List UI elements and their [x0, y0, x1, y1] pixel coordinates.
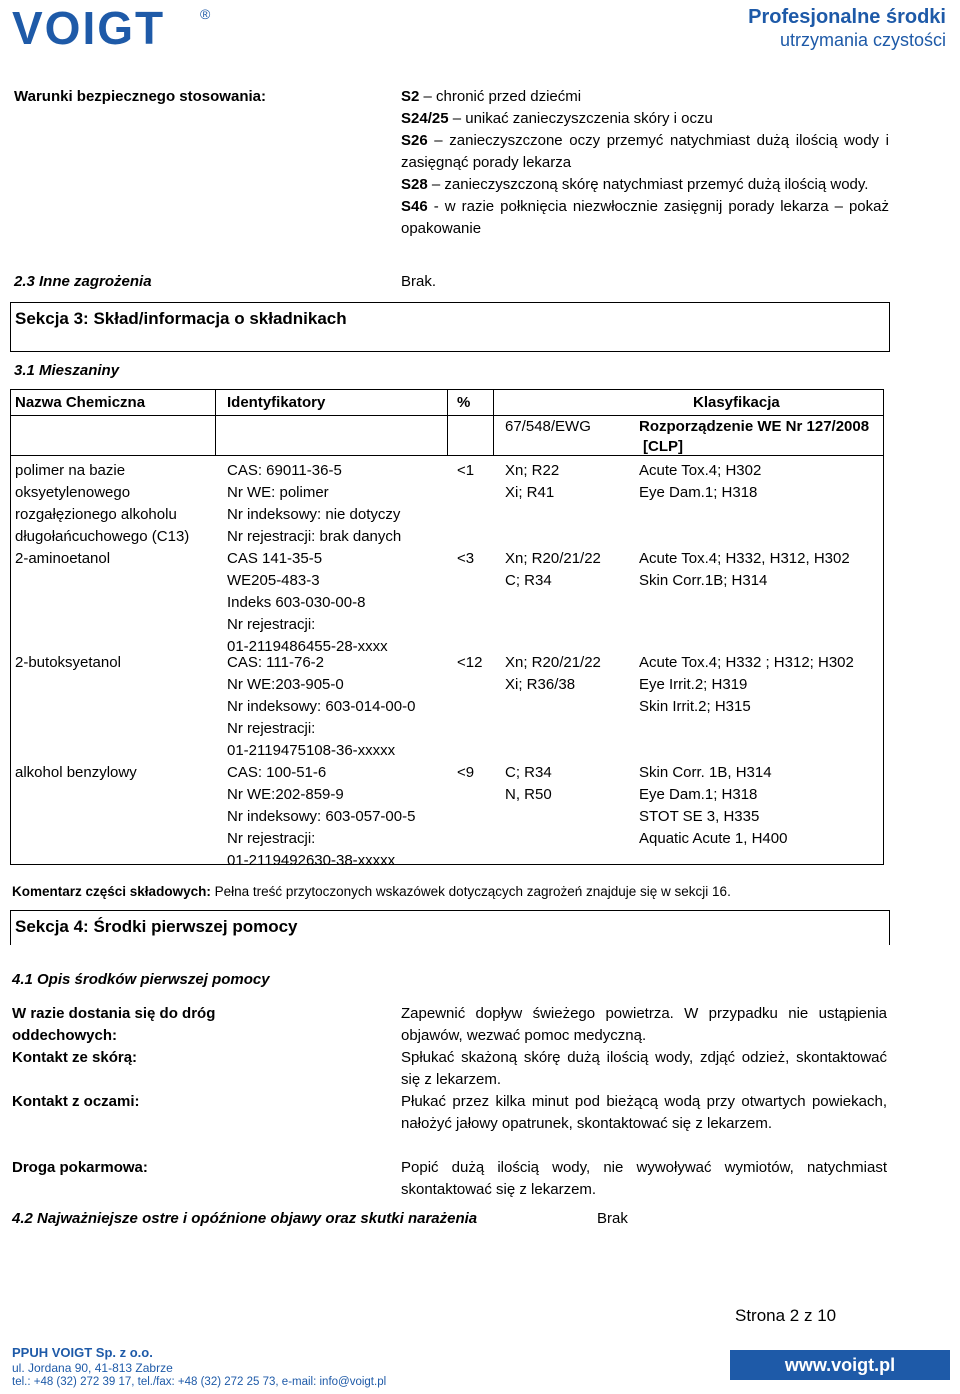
- cell-line: Acute Tox.4; H332, H312, H302: [639, 550, 850, 567]
- cell-name: [15, 460, 189, 548]
- safety-code: S26: [401, 132, 428, 149]
- cell-ewg: [505, 762, 552, 806]
- cell-line: Indeks 603-030-00-8: [227, 594, 366, 611]
- cell-ids: [227, 460, 401, 548]
- cell-line: oksyetylenowego: [15, 484, 131, 501]
- safety-text: – chronić przed dziećmi: [419, 88, 582, 105]
- cell-line: Xi; R41: [505, 484, 555, 501]
- cell-line: Skin Irrit.2; H315: [639, 698, 751, 715]
- safety-code: S2: [401, 88, 420, 105]
- cell-line: alkohol benzylowy: [15, 764, 137, 781]
- cell-line: CAS: 100-51-6: [227, 764, 327, 781]
- footer-contact: tel.: +48 (32) 272 39 17, tel./fax: +48 (32) 272 25 73, e-mail: info@voigt.pl: [12, 1376, 387, 1388]
- cell-line: CAS 141-35-5: [227, 550, 323, 567]
- first-aid-label: Droga pokarmowa:: [12, 1159, 148, 1176]
- cell-pct: <12: [457, 654, 483, 671]
- cell-line: Nr WE:202-859-9: [227, 786, 344, 803]
- cell-pct: <1: [457, 462, 475, 479]
- cell-line: rozgałęzionego alkoholu: [15, 506, 177, 523]
- cell-ewg: [505, 548, 601, 592]
- first-aid-label: Kontakt ze skórą:: [12, 1049, 138, 1066]
- safety-phrase: [401, 196, 889, 240]
- cell-line: Eye Irrit.2; H319: [639, 676, 748, 693]
- cell-name: [15, 652, 121, 674]
- cell-line: Nr rejestracji: brak danych: [227, 528, 402, 545]
- safety-text: - w razie połknięcia niezwłocznie zasięgnij porady lekarza – pokaż opakowanie: [401, 198, 889, 237]
- cell-line: długołańcuchowego (C13): [15, 528, 190, 545]
- registered-mark: ®: [200, 6, 211, 22]
- cell-line: Skin Corr.1B; H314: [639, 572, 768, 589]
- safety-text: – zanieczyszczoną skórę natychmiast przemyć dużą ilością wody.: [427, 176, 869, 193]
- first-aid-text: Popić dużą ilością wody, nie wywoływać wymiotów, natychmiast skontaktować się z lekarzem.: [401, 1159, 887, 1198]
- cell-line: 2-butoksyetanol: [15, 654, 121, 671]
- section4-title: Sekcja 4: Środki pierwszej pomocy: [15, 917, 298, 936]
- cell-pct: <3: [457, 550, 475, 567]
- cell-line: Xn; R20/21/22: [505, 654, 601, 671]
- safety-phrase: [401, 86, 889, 108]
- safety-label: Warunki bezpiecznego stosowania:: [14, 88, 266, 105]
- first-aid-label: Kontakt z oczami:: [12, 1093, 140, 1110]
- section4-box: [10, 910, 890, 945]
- safety-code: S46: [401, 198, 428, 215]
- cell-line: Nr rejestracji:: [227, 616, 316, 633]
- cell-line: C; R34: [505, 764, 552, 781]
- footer-address: ul. Jordana 90, 41-813 Zabrze: [12, 1361, 173, 1375]
- header-class: Klasyfikacja: [693, 394, 780, 411]
- cell-line: STOT SE 3, H335: [639, 808, 760, 825]
- safety-text: – unikać zanieczyszczenia skóry i oczu: [448, 110, 713, 127]
- cell-line: Acute Tox.4; H302: [639, 462, 762, 479]
- comment: [12, 884, 731, 899]
- cell-line: CAS: 69011-36-5: [227, 462, 342, 479]
- symptoms-value: Brak: [597, 1210, 628, 1227]
- section4-subtitle: 4.1 Opis środków pierwszej pomocy: [12, 971, 270, 988]
- cell-ewg: [505, 460, 559, 504]
- cell-line: Nr indeksowy: 603-057-00-5: [227, 808, 416, 825]
- header-ewg: 67/548/EWG: [505, 418, 591, 435]
- first-aid-text: Płukać przez kilka minut pod bieżącą wodą przy otwartych powiekach, nałożyć jałowy opatrunek, skontaktować się z lekarzem.: [401, 1093, 887, 1132]
- footer-company: PPUH VOIGT Sp. z o.o.: [12, 1345, 153, 1360]
- cell-name: [15, 548, 110, 570]
- cell-clp: [639, 762, 787, 850]
- cell-line: Nr WE:203-905-0: [227, 676, 344, 693]
- other-hazards-label: 2.3 Inne zagrożenia: [14, 273, 152, 290]
- logo-text: VOIGT: [12, 4, 166, 50]
- cell-line: Eye Dam.1; H318: [639, 786, 758, 803]
- safety-phrase: [401, 130, 889, 174]
- section3-box: [10, 302, 890, 352]
- section3-subtitle: 3.1 Mieszaniny: [14, 362, 120, 379]
- comment-text: Pełna treść przytoczonych wskazówek dotyczących zagrożeń znajduje się w sekcji 16.: [210, 884, 731, 899]
- cell-line: C; R34: [505, 572, 552, 589]
- cell-line: 01-2119492630-38-xxxxx: [227, 852, 396, 869]
- header-pct: %: [457, 394, 471, 411]
- cell-line: Nr rejestracji:: [227, 720, 316, 737]
- cell-line: Nr indeksowy: nie dotyczy: [227, 506, 401, 523]
- cell-line: Eye Dam.1; H318: [639, 484, 758, 501]
- cell-line: 2-aminoetanol: [15, 550, 111, 567]
- header-clp-sub: [CLP]: [643, 438, 683, 455]
- first-aid-label: W razie dostania się do dróg oddechowych:: [12, 1005, 216, 1044]
- cell-ewg: [505, 652, 601, 696]
- first-aid-text: Zapewnić dopływ świeżego powietrza. W przypadku nie ustąpienia objawów, wezwać pomoc medyczną.: [401, 1005, 887, 1044]
- cell-clp: [639, 652, 854, 718]
- safety-text: – zanieczyszczone oczy przemyć natychmiast dużą ilością wody i zasięgnąć porady lekarza: [401, 132, 889, 171]
- header-clp: Rozporządzenie WE Nr 127/2008: [639, 418, 870, 435]
- cell-ids: [227, 762, 415, 872]
- cell-line: Acute Tox.4; H332 ; H312; H302: [639, 654, 854, 671]
- cell-line: WE205-483-3: [227, 572, 320, 589]
- voigt-logo: [12, 4, 222, 54]
- other-hazards-value: Brak.: [401, 273, 437, 290]
- cell-line: Skin Corr. 1B, H314: [639, 764, 772, 781]
- section3-title: Sekcja 3: Skład/informacja o składnikach: [15, 309, 347, 328]
- cell-line: CAS: 111-76-2: [227, 654, 324, 671]
- cell-line: N, R50: [505, 786, 552, 803]
- header-ids: Identyfikatory: [227, 394, 326, 411]
- cell-ids: [227, 652, 415, 762]
- cell-line: Nr rejestracji:: [227, 830, 316, 847]
- cell-line: Aquatic Acute 1, H400: [639, 830, 788, 847]
- symptoms-label: 4.2 Najważniejsze ostre i opóźnione objawy oraz skutki narażenia: [12, 1210, 478, 1227]
- header-name: Nazwa Chemiczna: [15, 394, 146, 411]
- cell-line: 01-2119475108-36-xxxxx: [227, 742, 396, 759]
- cell-ids: [227, 548, 388, 658]
- first-aid-text: Spłukać skażoną skórę dużą ilością wody, zdjąć odzież, skontaktować się z lekarzem.: [401, 1049, 887, 1088]
- brand-title: Profesjonalne środki: [748, 6, 946, 28]
- cell-line: Nr indeksowy: 603-014-00-0: [227, 698, 416, 715]
- cell-line: polimer na bazie: [15, 462, 126, 479]
- safety-code: S28: [401, 176, 428, 193]
- composition-table: [10, 389, 884, 869]
- safety-phrases: [401, 86, 889, 240]
- cell-line: Nr WE: polimer: [227, 484, 329, 501]
- cell-name: [15, 762, 137, 784]
- cell-line: Xn; R20/21/22: [505, 550, 601, 567]
- safety-code: S24/25: [401, 110, 449, 127]
- safety-phrase: [401, 108, 889, 130]
- brand-subtitle: utrzymania czystości: [779, 30, 946, 50]
- cell-pct: <9: [457, 764, 475, 781]
- cell-line: Xn; R22: [505, 462, 560, 479]
- cell-clp: [639, 460, 761, 504]
- website-link[interactable]: www.voigt.pl: [730, 1350, 950, 1380]
- comment-label: Komentarz części składowych:: [12, 884, 211, 899]
- cell-line: Xi; R36/38: [505, 676, 576, 693]
- page-number: Strona 2 z 10: [735, 1306, 837, 1325]
- cell-line: 01-2119486455-28-xxxx: [227, 638, 388, 655]
- safety-phrase: [401, 174, 889, 196]
- cell-clp: [639, 548, 850, 592]
